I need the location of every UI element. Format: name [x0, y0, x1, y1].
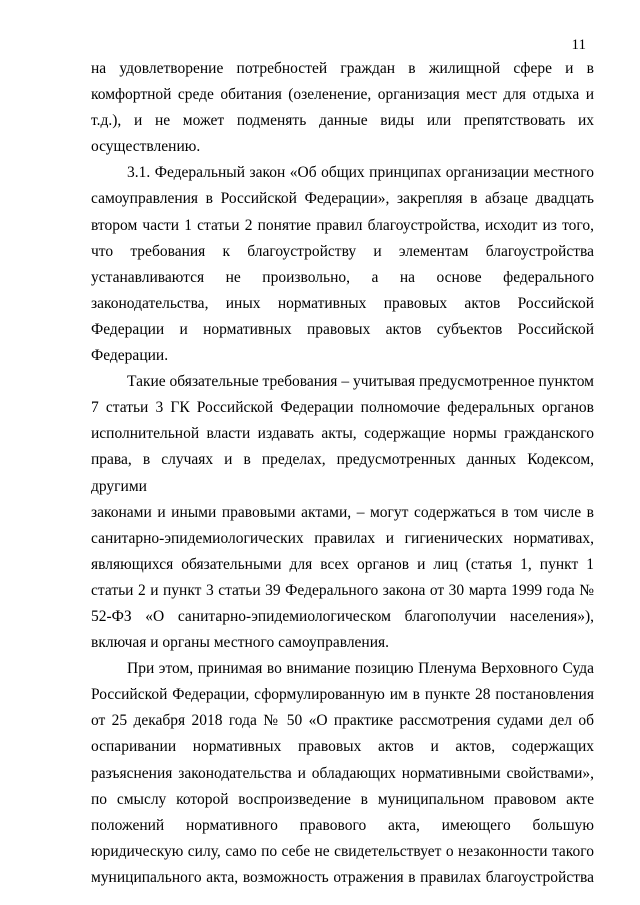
text-line: Федерации и нормативных правовых актов субъектов Российской: [91, 320, 594, 338]
text-line: 7 статьи 3 ГК Российской Федерации полномочие федеральных органов: [91, 399, 594, 417]
text-line: самоуправления в Российской Федерации», закрепляя в абзаце двадцать: [91, 190, 594, 208]
text-line-final: Федерации.: [91, 347, 169, 365]
paragraph-3-1-federal-law: [91, 160, 594, 369]
paragraph-supreme-court-position: [91, 656, 594, 891]
text-line-final: включая и органы местного самоуправления.: [91, 634, 390, 652]
text-line: статьи 2 и пункт 3 статьи 39 Федерального закона от 30 марта 1999 года №: [91, 581, 594, 599]
text-line: муниципального акта, возможность отражения в правилах благоустройства: [91, 868, 594, 886]
text-line-final: осуществлению.: [91, 138, 201, 156]
text-line: от 25 декабря 2018 года № 50 «О практике рассмотрения судами дел об: [91, 712, 594, 730]
page-number: 11: [571, 37, 586, 53]
text-line: т.д.), и не может подменять данные виды или препятствовать их: [91, 112, 594, 130]
text-line: Такие обязательные требования – учитывая предусмотренное пунктом: [127, 373, 594, 391]
text-line: Российской Федерации, сформулированную им в пункте 28 постановления: [91, 686, 594, 704]
text-line: разъяснения законодательства и обладающих нормативными свойствами»,: [91, 764, 594, 782]
text-line: законами и иными правовыми актами, – могут содержаться в том числе в: [91, 503, 594, 521]
text-line: При этом, принимая во внимание позицию Пленума Верховного Суда: [127, 660, 594, 678]
text-line: 3.1. Федеральный закон «Об общих принципах организации местного: [127, 164, 594, 182]
text-line: втором части 1 статьи 2 понятие правил благоустройства, исходит из того,: [91, 216, 594, 234]
text-line: исполнительной власти издавать акты, содержащие нормы гражданского: [91, 425, 594, 443]
text-line: права, в случаях и в пределах, предусмотренных данных Кодексом, другими: [91, 451, 594, 495]
paragraph-mandatory-requirements: [91, 369, 594, 656]
text-line: санитарно-эпидемиологических правилах и гигиенических нормативах,: [91, 529, 594, 547]
text-line: законодательства, иных нормативных правовых актов Российской: [91, 294, 594, 312]
text-line: по смыслу которой воспроизведение в муниципальном правовом акте: [91, 790, 594, 808]
text-line: что требования к благоустройству и элементам благоустройства: [91, 242, 594, 260]
text-line: оспаривании нормативных правовых актов и актов, содержащих: [91, 738, 594, 756]
text-line: устанавливаются не произвольно, а на основе федерального: [91, 268, 594, 286]
text-line: комфортной среде обитания (озеленение, организация мест для отдыха и: [91, 86, 594, 104]
text-line: юридическую силу, само по себе не свидетельствует о незаконности такого: [91, 842, 594, 860]
document-body: [91, 56, 594, 891]
text-line: положений нормативного правового акта, имеющего большую: [91, 816, 594, 834]
text-line: 52-ФЗ «О санитарно-эпидемиологическом благополучии населения»),: [91, 607, 594, 625]
text-line: являющихся обязательными для всех органов и лиц (статья 1, пункт 1: [91, 555, 594, 573]
text-line: на удовлетворение потребностей граждан в жилищной сфере и в: [91, 60, 594, 77]
paragraph-continuation: [91, 56, 594, 160]
